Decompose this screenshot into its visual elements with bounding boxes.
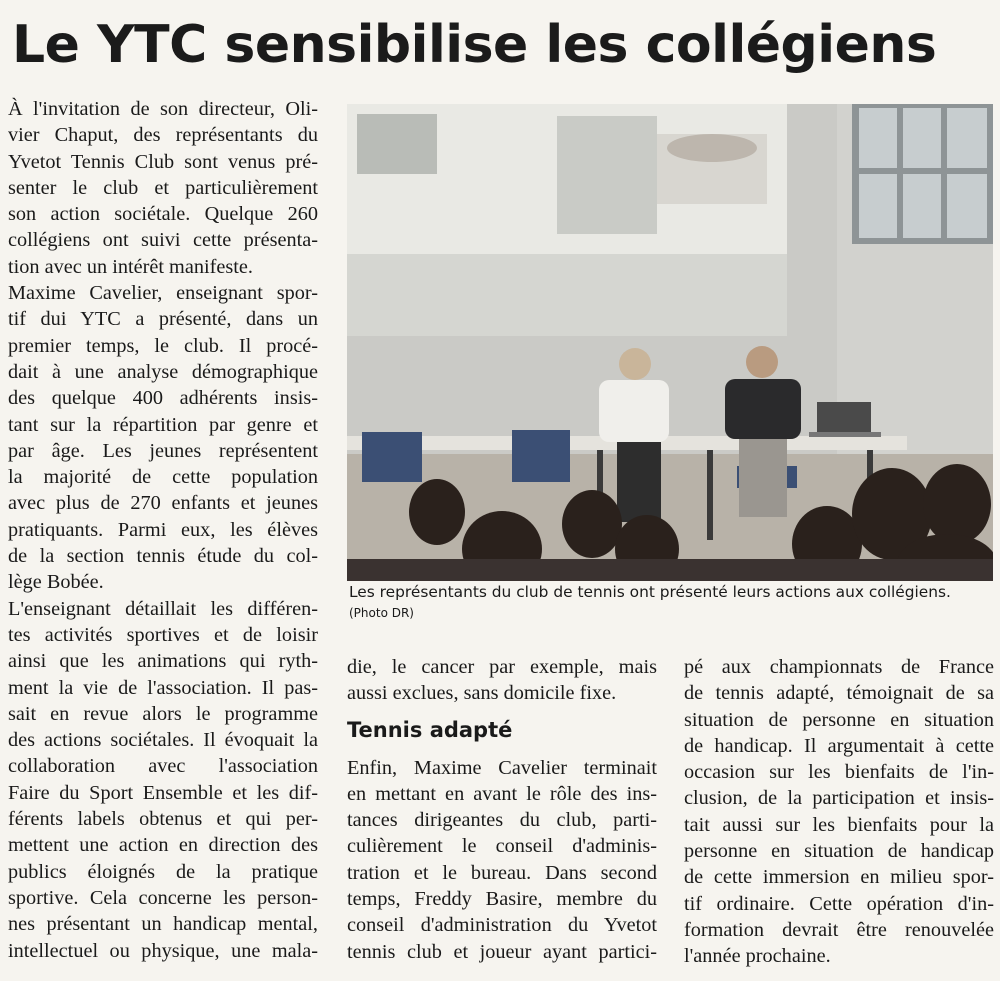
text-line: de cette immersion en milieu spor- [684,866,994,889]
text-line: dait à une analyse démographique [8,360,318,383]
text-line: publics éloignés de la pratique [8,860,318,883]
text-line: Maxime Cavelier, enseignant spor- [8,282,318,305]
subheading: Tennis adapté [347,717,513,742]
text-line: clusion, de la participation et insis- [684,787,994,810]
text-line: tion avec un intérêt manifeste. [8,255,253,278]
article-column-2 [347,654,657,965]
text-line: occasion sur les bienfaits de l'in- [684,761,994,784]
text-line: sait en revue alors le programme [8,702,318,725]
text-line: tennis club et joueur ayant partici- [347,940,657,963]
text-line: en mettant en avant le rôle des ins- [347,782,657,805]
text-line: par âge. Les jeunes représentent [8,439,318,462]
text-line: collaboration avec l'association [8,755,318,778]
text-line: mettent une action en direction des [8,834,318,857]
text-line: personne en situation de handicap [684,840,994,863]
text-line: formation devrait être renouvelée [684,918,994,941]
text-line: tait aussi sur les bienfaits pour la [684,813,994,836]
text-line: la majorité de cette population [8,466,318,489]
text-line: intellectuel ou physique, une mala- [8,939,318,962]
text-line: tes activités sportives et de loisir [8,623,318,646]
text-line: die, le cancer par exemple, mais [347,656,657,678]
photo-caption [349,583,993,623]
caption-text: Les représentants du club de tennis ont présenté leurs actions aux collégiens. [349,583,951,601]
text-line: tif ordinaire. Cette opération d'in- [684,892,994,915]
text-line: ment la vie de l'association. Il pas- [8,676,318,699]
column-2-bottom [347,755,657,965]
text-line: de la section tennis étude du col- [8,545,318,568]
text-line: culièrement le conseil d'adminis- [347,835,657,858]
text-line: L'enseignant détaillait les différen- [8,597,318,620]
text-line: vier Chaput, des représentants du [8,124,318,147]
article-photo [347,104,993,581]
text-line: ainsi que les animations qui ryth- [8,650,318,673]
text-line: temps, Freddy Basire, membre du [347,888,657,911]
text-line: sportive. Cela concerne les person- [8,886,318,909]
text-line: À l'invitation de son directeur, Oli- [8,98,318,120]
text-line: férents labels obtenus et qui per- [8,808,318,831]
text-line: Yvetot Tennis Club sont venus pré- [8,150,318,173]
text-line: Faire du Sport Ensemble et les dif- [8,781,318,804]
headline: Le YTC sensibilise les collégiens [12,15,937,75]
text-line: collégiens ont suivi cette présenta- [8,229,318,252]
text-line: aussi exclues, sans domicile fixe. [347,682,617,705]
text-line: pratiquants. Parmi eux, les élèves [8,518,318,541]
photo-credit: (Photo DR) [349,605,414,620]
text-line: situation de personne en situation [684,708,994,731]
text-line: de tennis adapté, témoignait de sa [684,682,994,705]
article-column-1 [8,96,318,964]
text-line: de handicap. Il argumentait à cette [684,734,994,757]
column-2-top [347,654,657,707]
text-line: tant sur la répartition par genre et [8,413,318,436]
text-line: pé aux championnats de France [684,656,994,678]
text-line: premier temps, le club. Il procé- [8,334,318,357]
text-line: tances dirigeantes du club, parti- [347,809,657,832]
text-line: conseil d'administration du Yvetot [347,914,657,937]
text-line: nes présentant un handicap mental, [8,913,318,936]
text-line: senter le club et particulièrement [8,176,318,199]
article-column-3 [684,654,994,970]
text-line: lège Bobée. [8,571,104,594]
text-line: des actions sociétales. Il évoquait la [8,729,318,752]
text-line: tration et le bureau. Dans second [347,861,657,884]
text-line: Enfin, Maxime Cavelier terminait [347,756,657,779]
text-line: avec plus de 270 enfants et jeunes [8,492,318,515]
text-line: des quelque 400 adhérents insis- [8,387,318,410]
text-line: l'année prochaine. [684,945,831,968]
text-line: tif dui YTC a présenté, dans un [8,308,318,331]
text-line: son action sociétale. Quelque 260 [8,203,318,226]
